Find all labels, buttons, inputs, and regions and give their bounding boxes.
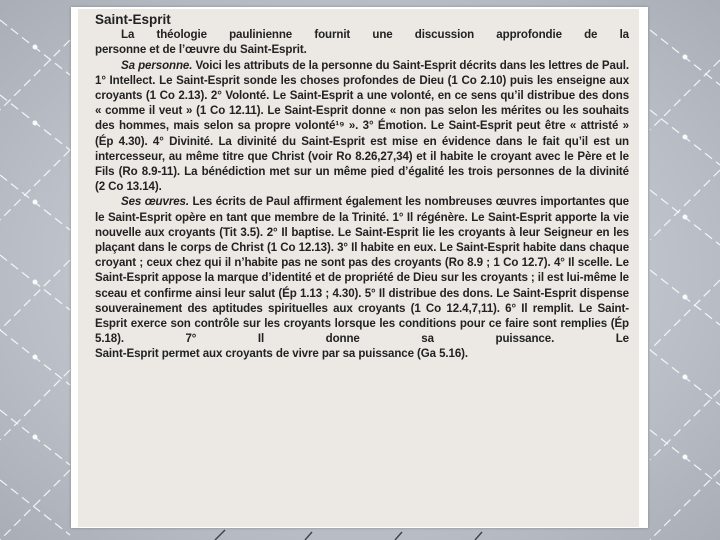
oeuvres-line: Les écrits de Paul affirment également les nombreuses xyxy=(188,196,493,209)
document-title: Saint-Esprit xyxy=(95,12,171,27)
intro-line: La théologie paulinienne fournit une discussion approfondie de la xyxy=(121,29,629,42)
oeuvres-line: conditions pour ce faire sont remplies (Ép 5.18). 7° Il donne sa puissance. Le xyxy=(95,318,630,346)
oeuvres-line: ainsi leur salut (Ép 1.13 ; 4.30). 5° Il distribue des dons. Le Saint-Esprit dispense xyxy=(195,287,630,300)
section-heading-oeuvres: Ses œuvres. xyxy=(121,196,189,209)
scanned-text-image xyxy=(78,9,639,527)
personne-line: de Dieu (1 Co 2.10) puis les enseigne aux croyants (1 Co 2.13). 2° Volonté. Le xyxy=(95,74,630,103)
personne-line: (1 Co 12.11). Le Saint-Esprit donne « non pas selon les mérites ou les souhaits xyxy=(196,105,629,118)
personne-line: (voir Ro 8.26,27,34) et il habite le croyant avec le Père et le Fils (Ro 8.9-11). La xyxy=(95,150,629,179)
oeuvres-line: œuvres importantes que le Saint-Esprit opère en tant que membre de la Trinité. xyxy=(95,196,629,224)
personne-line: Saint-Esprit a une volonté, en ce sens qu’il distribue des dons « comme il veut » xyxy=(95,90,630,118)
oeuvres-paragraph xyxy=(95,195,629,362)
intro-paragraph xyxy=(95,28,629,58)
personne-line: bénédiction met sur un même pied d’égalité les trois personnes de la divinité xyxy=(201,166,630,179)
personne-line: en évidence dans le fait qu’il est un intercesseur, au même titre que Christ xyxy=(95,135,630,163)
document-body xyxy=(95,12,629,363)
oeuvres-line: remplit. Le Saint-Esprit exerce son contrôle sur les croyants lorsque les xyxy=(95,302,630,331)
oeuvres-line: souverainement des aptitudes spirituelles aux croyants (1 Co 12.4,7,11). 6° Il xyxy=(95,302,528,315)
personne-line: peut être « attristé » (Ép 4.30). 4° Divinité. La divinité du Saint-Esprit est mise xyxy=(95,120,629,148)
personne-paragraph xyxy=(95,59,629,196)
oeuvres-line: dans chaque croyant ; ceux chez qui il n’habite pas ne sont pas des croyants xyxy=(95,242,630,270)
personne-line: dans les lettres de Paul. 1° Intellect. Le Saint-Esprit sonde les choses profondes xyxy=(95,59,629,87)
oeuvres-line: 1° Il régénère. Le Saint-Esprit apporte la vie nouvelle aux croyants (Tit 3.5). xyxy=(95,211,630,239)
oeuvres-line: (Ro 8.9 ; 1 Co 12.7). 4° Il scelle. Le Saint-Esprit appose la marque d’identité et xyxy=(95,257,629,285)
personne-line: des hommes, mais selon sa propre volonté¹⁹ ». 3° Émotion. Le Saint-Esprit xyxy=(95,120,513,133)
oeuvres-line: de propriété de Dieu sur les croyants ; il est lui-même le sceau et confirme xyxy=(95,272,629,300)
intro-line: personne et de l’œuvre du Saint-Esprit. xyxy=(95,44,307,57)
document-page xyxy=(71,7,648,528)
oeuvres-line: 2° Il baptise. Le Saint-Esprit lie les croyants à leur Seigneur en les plaçant xyxy=(95,226,629,255)
section-heading-personne: Sa personne. xyxy=(121,59,193,72)
oeuvres-line: dans le corps de Christ (1 Co 12.13). 3° Il habite en eux. Le Saint-Esprit habite xyxy=(137,242,557,255)
personne-line: (2 Co 13.14). xyxy=(95,181,162,194)
oeuvres-line: Saint-Esprit permet aux croyants de vivre par sa puissance (Ga 5.16). xyxy=(95,348,469,361)
personne-line: Voici les attributs de la personne du Saint-Esprit décrits xyxy=(192,59,497,72)
